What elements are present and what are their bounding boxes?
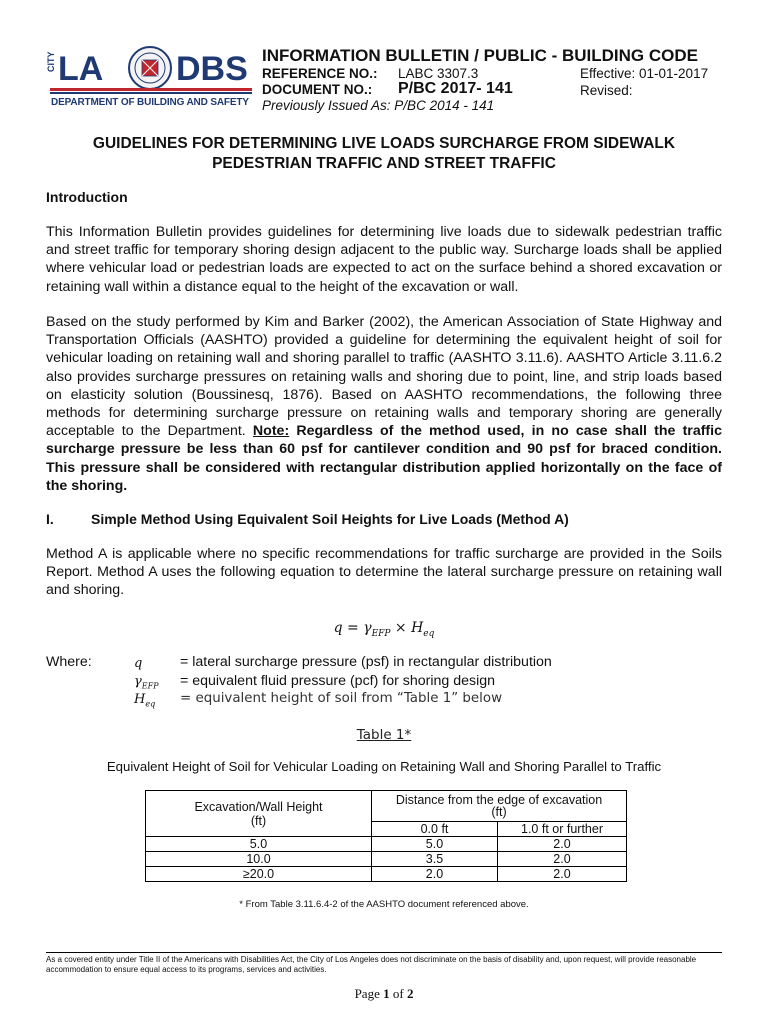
ladbs-logo <box>46 44 254 110</box>
table-footnote: * From Table 3.11.6.4-2 of the AASHTO document referenced above. <box>239 899 529 910</box>
title-line-2: PEDESTRIAN TRAFFIC AND STREET TRAFFIC <box>212 155 556 172</box>
bulletin-title: INFORMATION BULLETIN / PUBLIC - BUILDING CODE <box>262 46 698 65</box>
table-cell: 3.5 <box>372 852 498 867</box>
table-header-wall-height: Excavation/Wall Height (ft) <box>146 791 372 837</box>
where-desc-gamma: = equivalent fluid pressure (pcf) for shoring design <box>180 673 496 689</box>
table-cell: 2.0 <box>498 867 627 882</box>
table-header-distance: Distance from the edge of excavation (ft) <box>372 791 627 822</box>
table-caption: Table 1* <box>356 727 412 743</box>
table-row <box>146 852 627 867</box>
intro-heading: Introduction <box>46 189 128 205</box>
intro-paragraph: This Information Bulletin provides guidelines for determining live loads due to sidewalk pedestrian traffic and street traffic for temporary shoring design adjacent to the public way. Surcharge loads shall be applied where vehicular load or pedestrian loads are expected to act on the surface behind a shored excavation or retaining wall within a distance equal to the height of the excavation or wall. <box>46 224 722 295</box>
logo-dbs-text: DBS <box>176 50 248 88</box>
section-1-number: I. <box>46 511 54 527</box>
equation: $q = \gamma_{EFP} \times H_{eq}$ <box>333 620 435 639</box>
title-line-1: GUIDELINES FOR DETERMINING LIVE LOADS SURCHARGE FROM SIDEWALK <box>92 135 676 152</box>
table-subtitle: Equivalent Height of Soil for Vehicular Loading on Retaining Wall and Shoring Parallel to Traffic <box>106 759 662 774</box>
where-symbol-heq: $H_{eq}$ <box>134 692 156 709</box>
reference-value: LABC 3307.3 <box>398 66 479 81</box>
revised-label: Revised: <box>580 83 633 98</box>
footer-divider <box>46 952 722 953</box>
note-text: Regardless of the method used, in no case shall the traffic surcharge pressure be less than 60 psf for cantilever condition and 90 psf for braced condition. This pressure shall be considered with rectangular distribution applied horizontally on the face of the shoring. <box>46 423 722 494</box>
table-subheader: 1.0 ft or further <box>498 822 627 837</box>
document-value: P/BC 2017- 141 <box>398 80 513 97</box>
logo-dept-text: DEPARTMENT OF BUILDING AND SAFETY <box>51 97 249 108</box>
table-cell: 5.0 <box>146 837 372 852</box>
ada-disclaimer: As a covered entity under Title II of the Americans with Disabilities Act, the City of Los Angeles does not discriminate on the basis of disability and, upon request, will provide reasonable accommodation to ensure equal access to its programs, services and activities. <box>46 955 697 974</box>
effective-date: Effective: 01-01-2017 <box>580 66 709 81</box>
logo-la-text: LA <box>58 50 104 88</box>
where-symbol-gamma: $\gamma_{EFP}$ <box>134 674 159 691</box>
where-label: Where: <box>46 654 92 670</box>
previously-issued: Previously Issued As: P/BC 2014 - 141 <box>262 98 495 113</box>
table-row <box>146 867 627 882</box>
document-label: DOCUMENT NO.: <box>262 82 373 97</box>
table-subheader: 0.0 ft <box>372 822 498 837</box>
table-cell: 5.0 <box>372 837 498 852</box>
reference-label: REFERENCE NO.: <box>262 66 378 81</box>
table-row <box>146 837 627 852</box>
table-cell: 2.0 <box>372 867 498 882</box>
where-desc-q: = lateral surcharge pressure (psf) in rectangular distribution <box>180 654 552 670</box>
study-text: Based on the study performed by Kim and Barker (2002), the American Association of State Highway and Transportation Officials (AASHTO) provided a guideline for determining the equivalent height of soil for vehicular loading on retaining wall and shoring parallel to traffic (AASHTO 3.11.6). AASHTO Article 3.11.6.2 also provides surcharge pressures on retaining walls and shoring due to point, line, and strip loads based on elasticity solution (Boussinesq, 1876). Based on AASHTO recommendations, the following three methods for determining surcharge pressure on retaining walls and temporary shoring are generally acceptable to the Department. <box>46 314 722 440</box>
study-paragraph <box>46 313 722 495</box>
where-desc-heq: = equivalent height of soil from “Table 1” below <box>180 691 503 706</box>
table-cell: 2.0 <box>498 852 627 867</box>
note-label: Note: <box>252 423 290 440</box>
table-cell: 2.0 <box>498 837 627 852</box>
equivalent-height-table <box>145 790 627 882</box>
where-symbol-q: q <box>134 656 143 671</box>
page-number: Page 1 of 2 <box>354 986 414 1001</box>
table-cell: 10.0 <box>146 852 372 867</box>
section-1-title: Simple Method Using Equivalent Soil Heights for Live Loads (Method A) <box>91 511 569 527</box>
table-cell: ≥20.0 <box>146 867 372 882</box>
document-title <box>40 134 728 174</box>
logo-city-text: CITY <box>46 51 56 72</box>
method-a-paragraph: Method A is applicable where no specific recommendations for traffic surcharge are provided in the Soils Report. Method A uses the following equation to determine the lateral surcharge pressure on retaining wall and shoring. <box>46 546 722 599</box>
